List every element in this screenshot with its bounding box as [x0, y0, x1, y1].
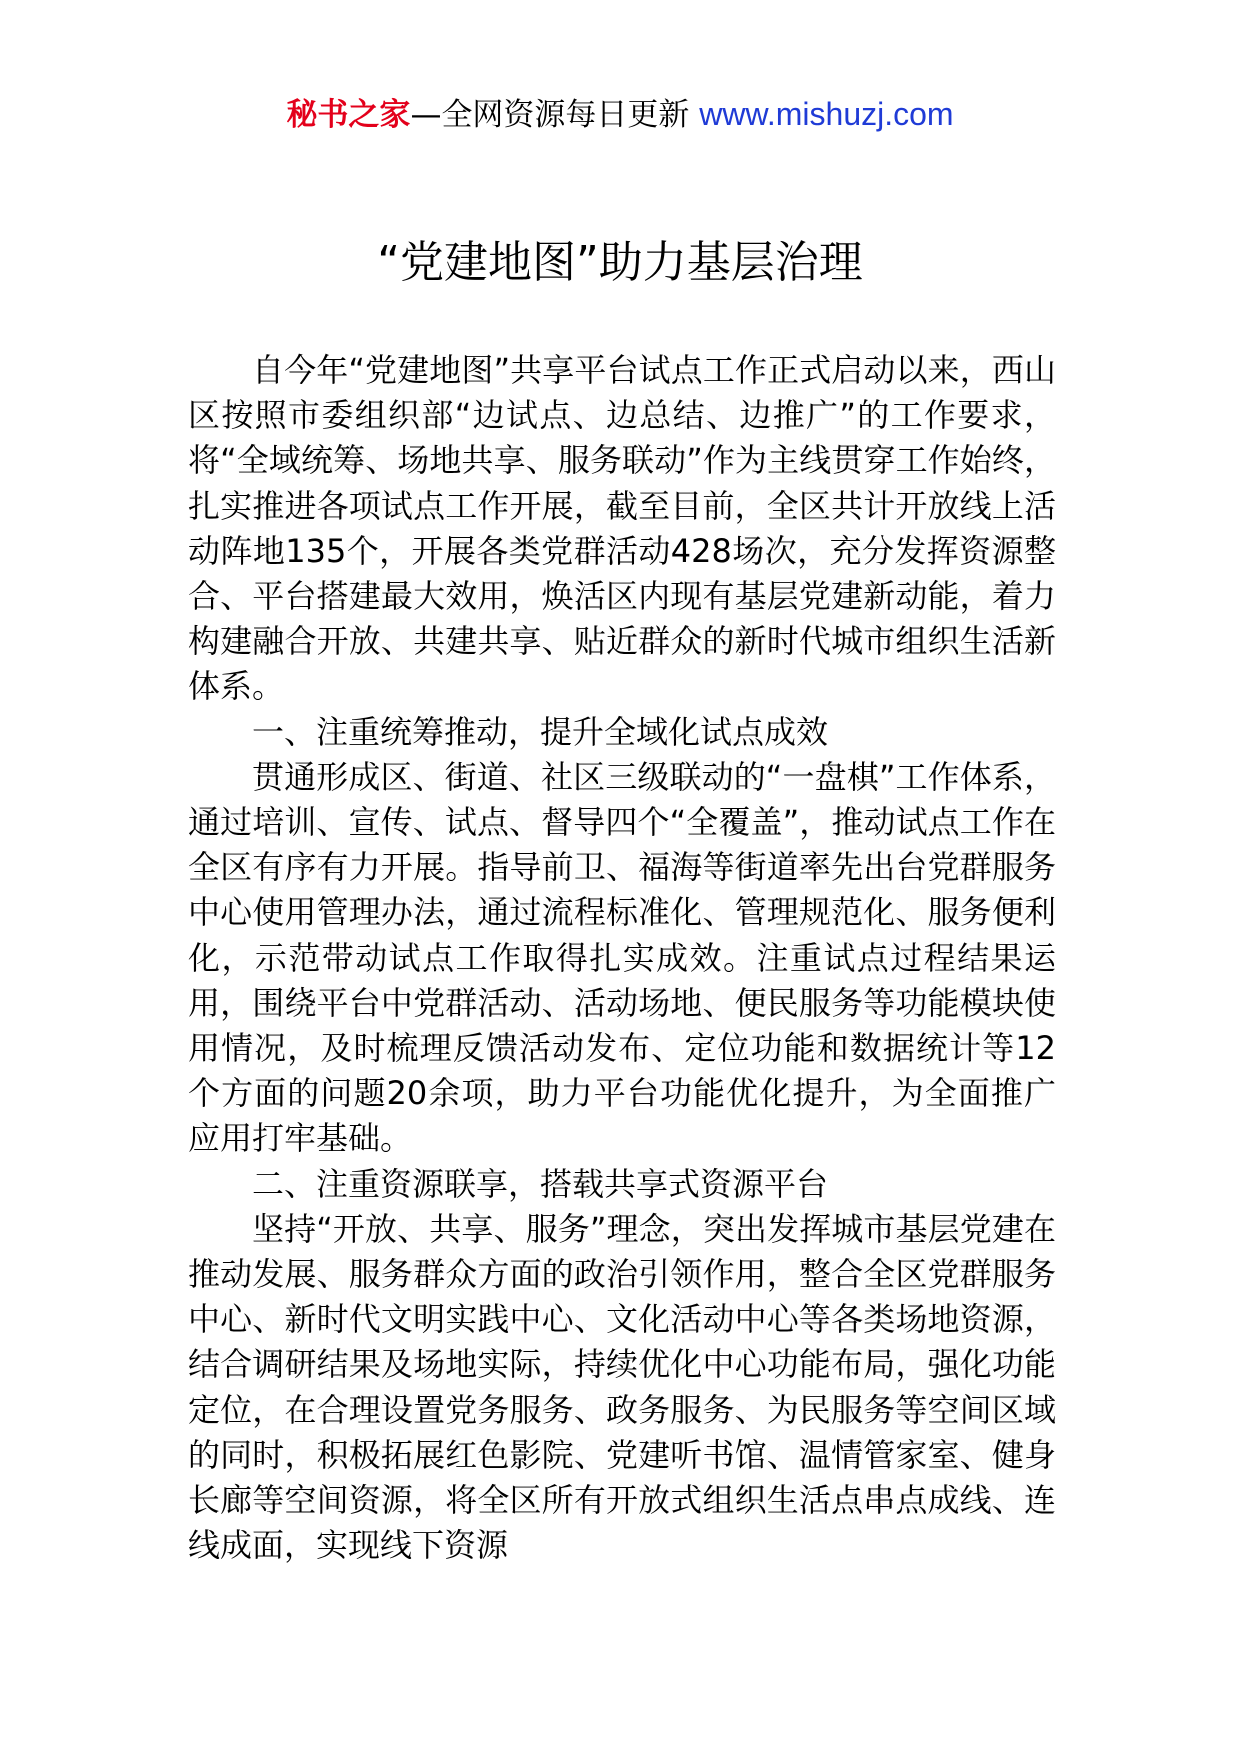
site-url-link[interactable]: www.mishuzj.com	[699, 96, 954, 132]
document-body	[188, 348, 1056, 1568]
header-tagline: —全网资源每日更新	[410, 97, 690, 133]
section-paragraph-1: 贯通形成区、街道、社区三级联动的“一盘棋”工作体系，通过培训、宣传、试点、督导四个“全覆盖”，推动试点工作在全区有序有力开展。指导前卫、福海等街道率先出台党群服务中心使用管理办法，通过流程标准化、管理规范化、服务便利化，示范带动试点工作取得扎实成效。注重试点过程结果运用，围绕平台中党群活动、活动场地、便民服务等功能模块使用情况，及时梳理反馈活动发布、定位功能和数据统计等12个方面的问题20余项，助力平台功能优化提升，为全面推广应用打牢基础。	[188, 757, 1056, 1158]
intro-paragraph: 自今年“党建地图”共享平台试点工作正式启动以来，西山区按照市委组织部“边试点、边总结、边推广”的工作要求，将“全域统筹、场地共享、服务联动”作为主线贯穿工作始终，扎实推进各项试点工作开展，截至目前，全区共计开放线上活动阵地135个，开展各类党群活动428场次，充分发挥资源整合、平台搭建最大效用，焕活区内现有基层党建新动能，着力构建融合开放、共建共享、贴近群众的新时代城市组织生活新体系。	[188, 351, 1056, 706]
document-title: “党建地图”助力基层治理	[377, 237, 863, 288]
section-paragraph-2: 坚持“开放、共享、服务”理念，突出发挥城市基层党建在推动发展、服务群众方面的政治引领作用，整合全区党群服务中心、新时代文明实践中心、文化活动中心等各类场地资源，结合调研结果及场地实际，持续优化中心功能布局，强化功能定位，在合理设置党务服务、政务服务、为民服务等空间区域的同时，积极拓展红色影院、党建听书馆、温情管家室、健身长廊等空间资源，将全区所有开放式组织生活点串点成线、连线成面，实现线下资源	[188, 1209, 1056, 1565]
section-heading-1: 一、注重统筹推动，提升全域化试点成效	[252, 712, 829, 751]
brand-name: 秘书之家	[286, 97, 411, 133]
section-heading-2: 二、注重资源联享，搭载共享式资源平台	[252, 1164, 829, 1203]
site-header	[0, 88, 1240, 141]
